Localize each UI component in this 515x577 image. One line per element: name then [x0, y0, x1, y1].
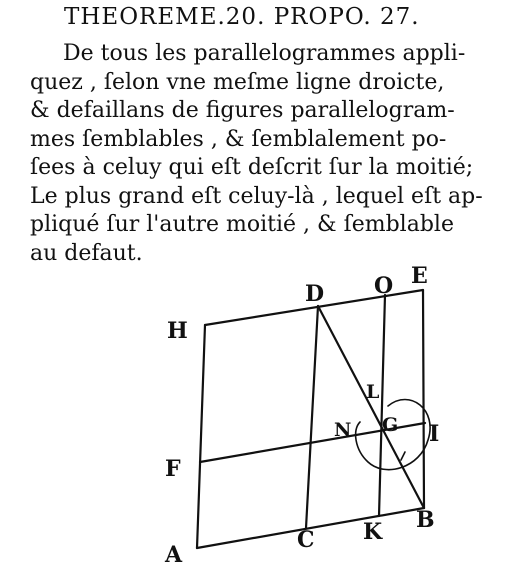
text-line: pliqué ſur l'autre moitié , & ſemblable [30, 212, 454, 237]
text-line: ſees à celuy qui eſt deſcrit ſur la moitié; [30, 155, 474, 180]
text-line: Le plus grand eſt celuy-là , lequel eſt ap- [30, 183, 483, 209]
line-OK [379, 295, 385, 516]
text-line: quez , ſelon vne meſme ligne droicte, [30, 69, 445, 95]
label-N: N [334, 419, 352, 441]
theorem-heading: THEOREME.20. PROPO. 27. [64, 4, 420, 30]
text-line: au defaut. [30, 240, 143, 266]
label-L: L [366, 381, 380, 403]
label-C: C [297, 527, 315, 553]
line-AH [197, 325, 205, 548]
text-line: & defaillans de figures parallelogram- [30, 98, 455, 123]
label-O: O [374, 273, 394, 299]
label-D: D [305, 281, 325, 307]
text-line: mes ſemblables , & ſemblalement po- [30, 126, 447, 152]
label-I: I [429, 421, 440, 447]
line-DB [318, 306, 424, 508]
label-E: E [411, 263, 428, 289]
label-A: A [165, 542, 183, 568]
label-B: B [416, 507, 435, 533]
tick-mark [401, 452, 405, 460]
label-H: H [167, 318, 188, 344]
label-K: K [363, 519, 383, 545]
line-EB [423, 290, 424, 508]
text-line: De tous les parallelogrammes appli- [63, 41, 466, 66]
label-G: G [382, 414, 399, 436]
label-F: F [165, 456, 181, 482]
line-DC [306, 306, 318, 528]
